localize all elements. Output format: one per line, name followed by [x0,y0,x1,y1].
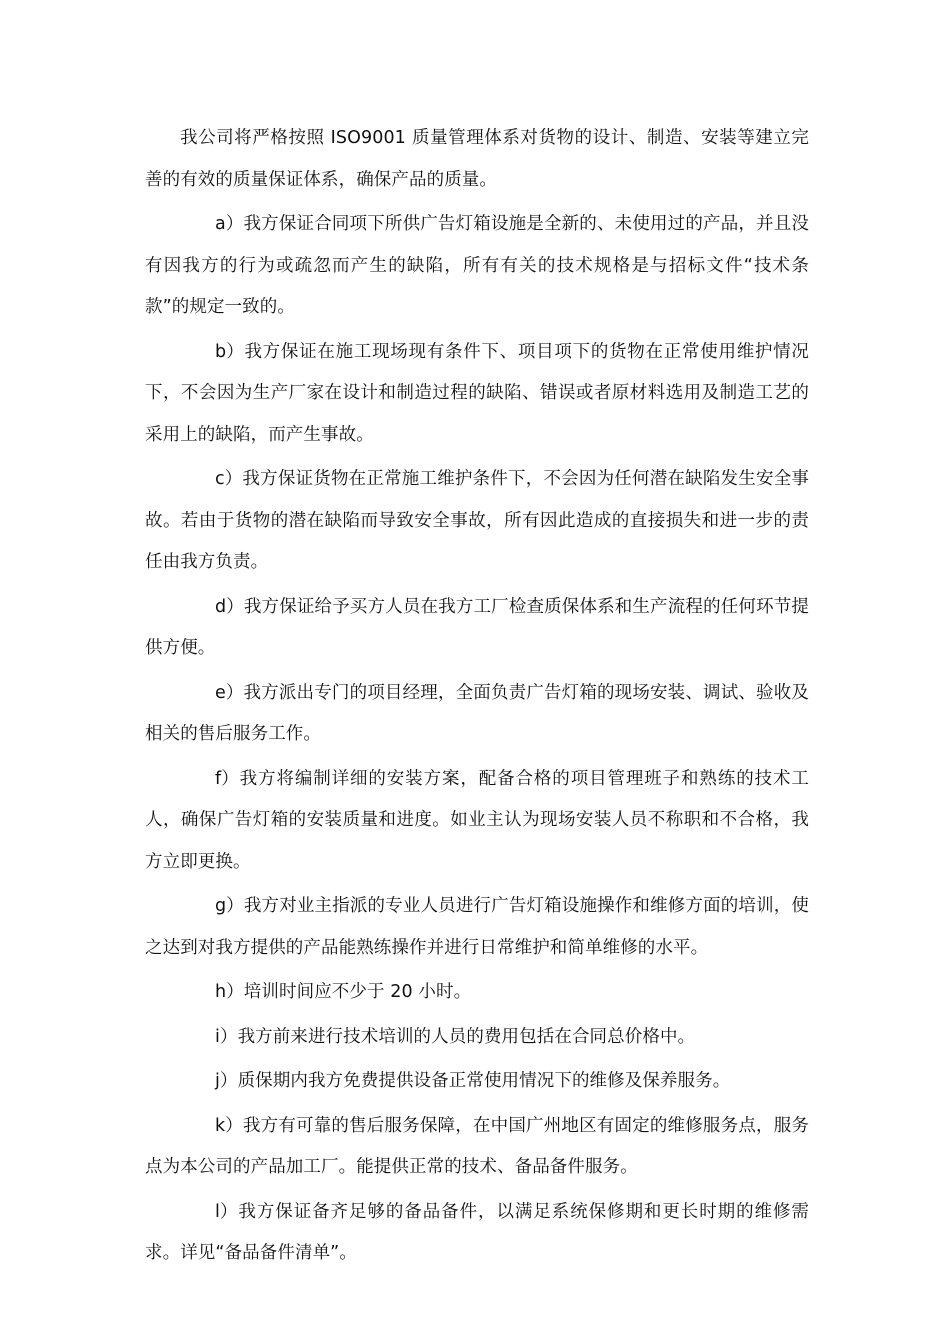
clause-text: 我方保证合同项下所供广告灯箱设施是全新的、未使用过的产品，并且没有因我方的行为或疏忽而产生的缺陷，所有有关的技术规格是与招标文件“技术条款”的规定一致的。 [145,214,809,317]
clause-h [145,972,809,1014]
clause-e [145,673,809,756]
clause-text: 我方将编制详细的安装方案，配备合格的项目管理班子和熟练的技术工人，确保广告灯箱的安装质量和进度。如业主认为现场安装人员不称职和不合格，我方立即更换。 [145,768,809,872]
clause-c [145,459,809,584]
clause-label: d） [215,596,244,617]
clause-text: 我方保证备齐足够的备品备件，以满足系统保修期和更长时期的维修需求。详见“备品备件清单”。 [145,1201,809,1263]
clause-text: 我方保证在施工现场现有条件下、项目项下的货物在正常使用维护情况下，不会因为生产厂家在设计和制造过程的缺陷、错误或者原材料选用及制造工艺的采用上的缺陷，而产生事故。 [145,341,809,445]
clause-k [145,1106,809,1189]
clause-label: f） [215,768,239,789]
clause-i [145,1017,809,1059]
clause-label: a） [215,214,244,234]
clause-text: 培训时间应不少于 20 小时。 [243,982,472,1002]
clause-a [145,204,809,329]
clause-g [145,886,809,969]
clause-label: l） [215,1201,238,1222]
clause-b [145,332,809,457]
clause-f [145,759,809,884]
clause-d [145,587,809,670]
document-body [145,118,809,1278]
clause-label: e） [215,682,244,703]
clause-text: 我方派出专门的项目经理，全面负责广告灯箱的现场安装、调试、验收及相关的售后服务工作。 [145,682,809,744]
clause-text: 质保期内我方免费提供设备正常使用情况下的维修及保养服务。 [237,1071,731,1091]
paragraph-text: 我公司将严格按照 ISO9001 质量管理体系对货物的设计、制造、安装等建立完善的有效的质量保证体系，确保产品的质量。 [145,128,809,190]
clause-label: c） [215,469,243,489]
clause-label: i） [215,1026,238,1047]
clause-text: 我方保证给予买方人员在我方工厂检查质保体系和生产流程的任何环节提供方便。 [145,596,809,658]
intro-paragraph [145,118,809,201]
clause-text: 我方保证货物在正常施工维护条件下，不会因为任何潜在缺陷发生安全事故。若由于货物的潜在缺陷而导致安全事故，所有因此造成的直接损失和进一步的责任由我方负责。 [145,469,809,572]
clause-text: 我方对业主指派的专业人员进行广告灯箱设施操作和维修方面的培训，使之达到对我方提供的产品能熟练操作并进行日常维护和简单维修的水平。 [145,896,809,958]
clause-l [145,1192,809,1275]
clause-j [145,1061,809,1103]
clause-label: b） [215,341,244,362]
clause-label: k） [215,1115,243,1136]
clause-text: 我方有可靠的售后服务保障，在中国广州地区有固定的维修服务点，服务点为本公司的产品加工厂。能提供正常的技术、备品备件服务。 [145,1115,809,1177]
clause-label: g） [215,896,244,916]
clause-label: j） [215,1071,238,1091]
clause-label: h） [215,982,244,1002]
clause-text: 我方前来进行技术培训的人员的费用包括在合同总价格中。 [237,1026,696,1047]
